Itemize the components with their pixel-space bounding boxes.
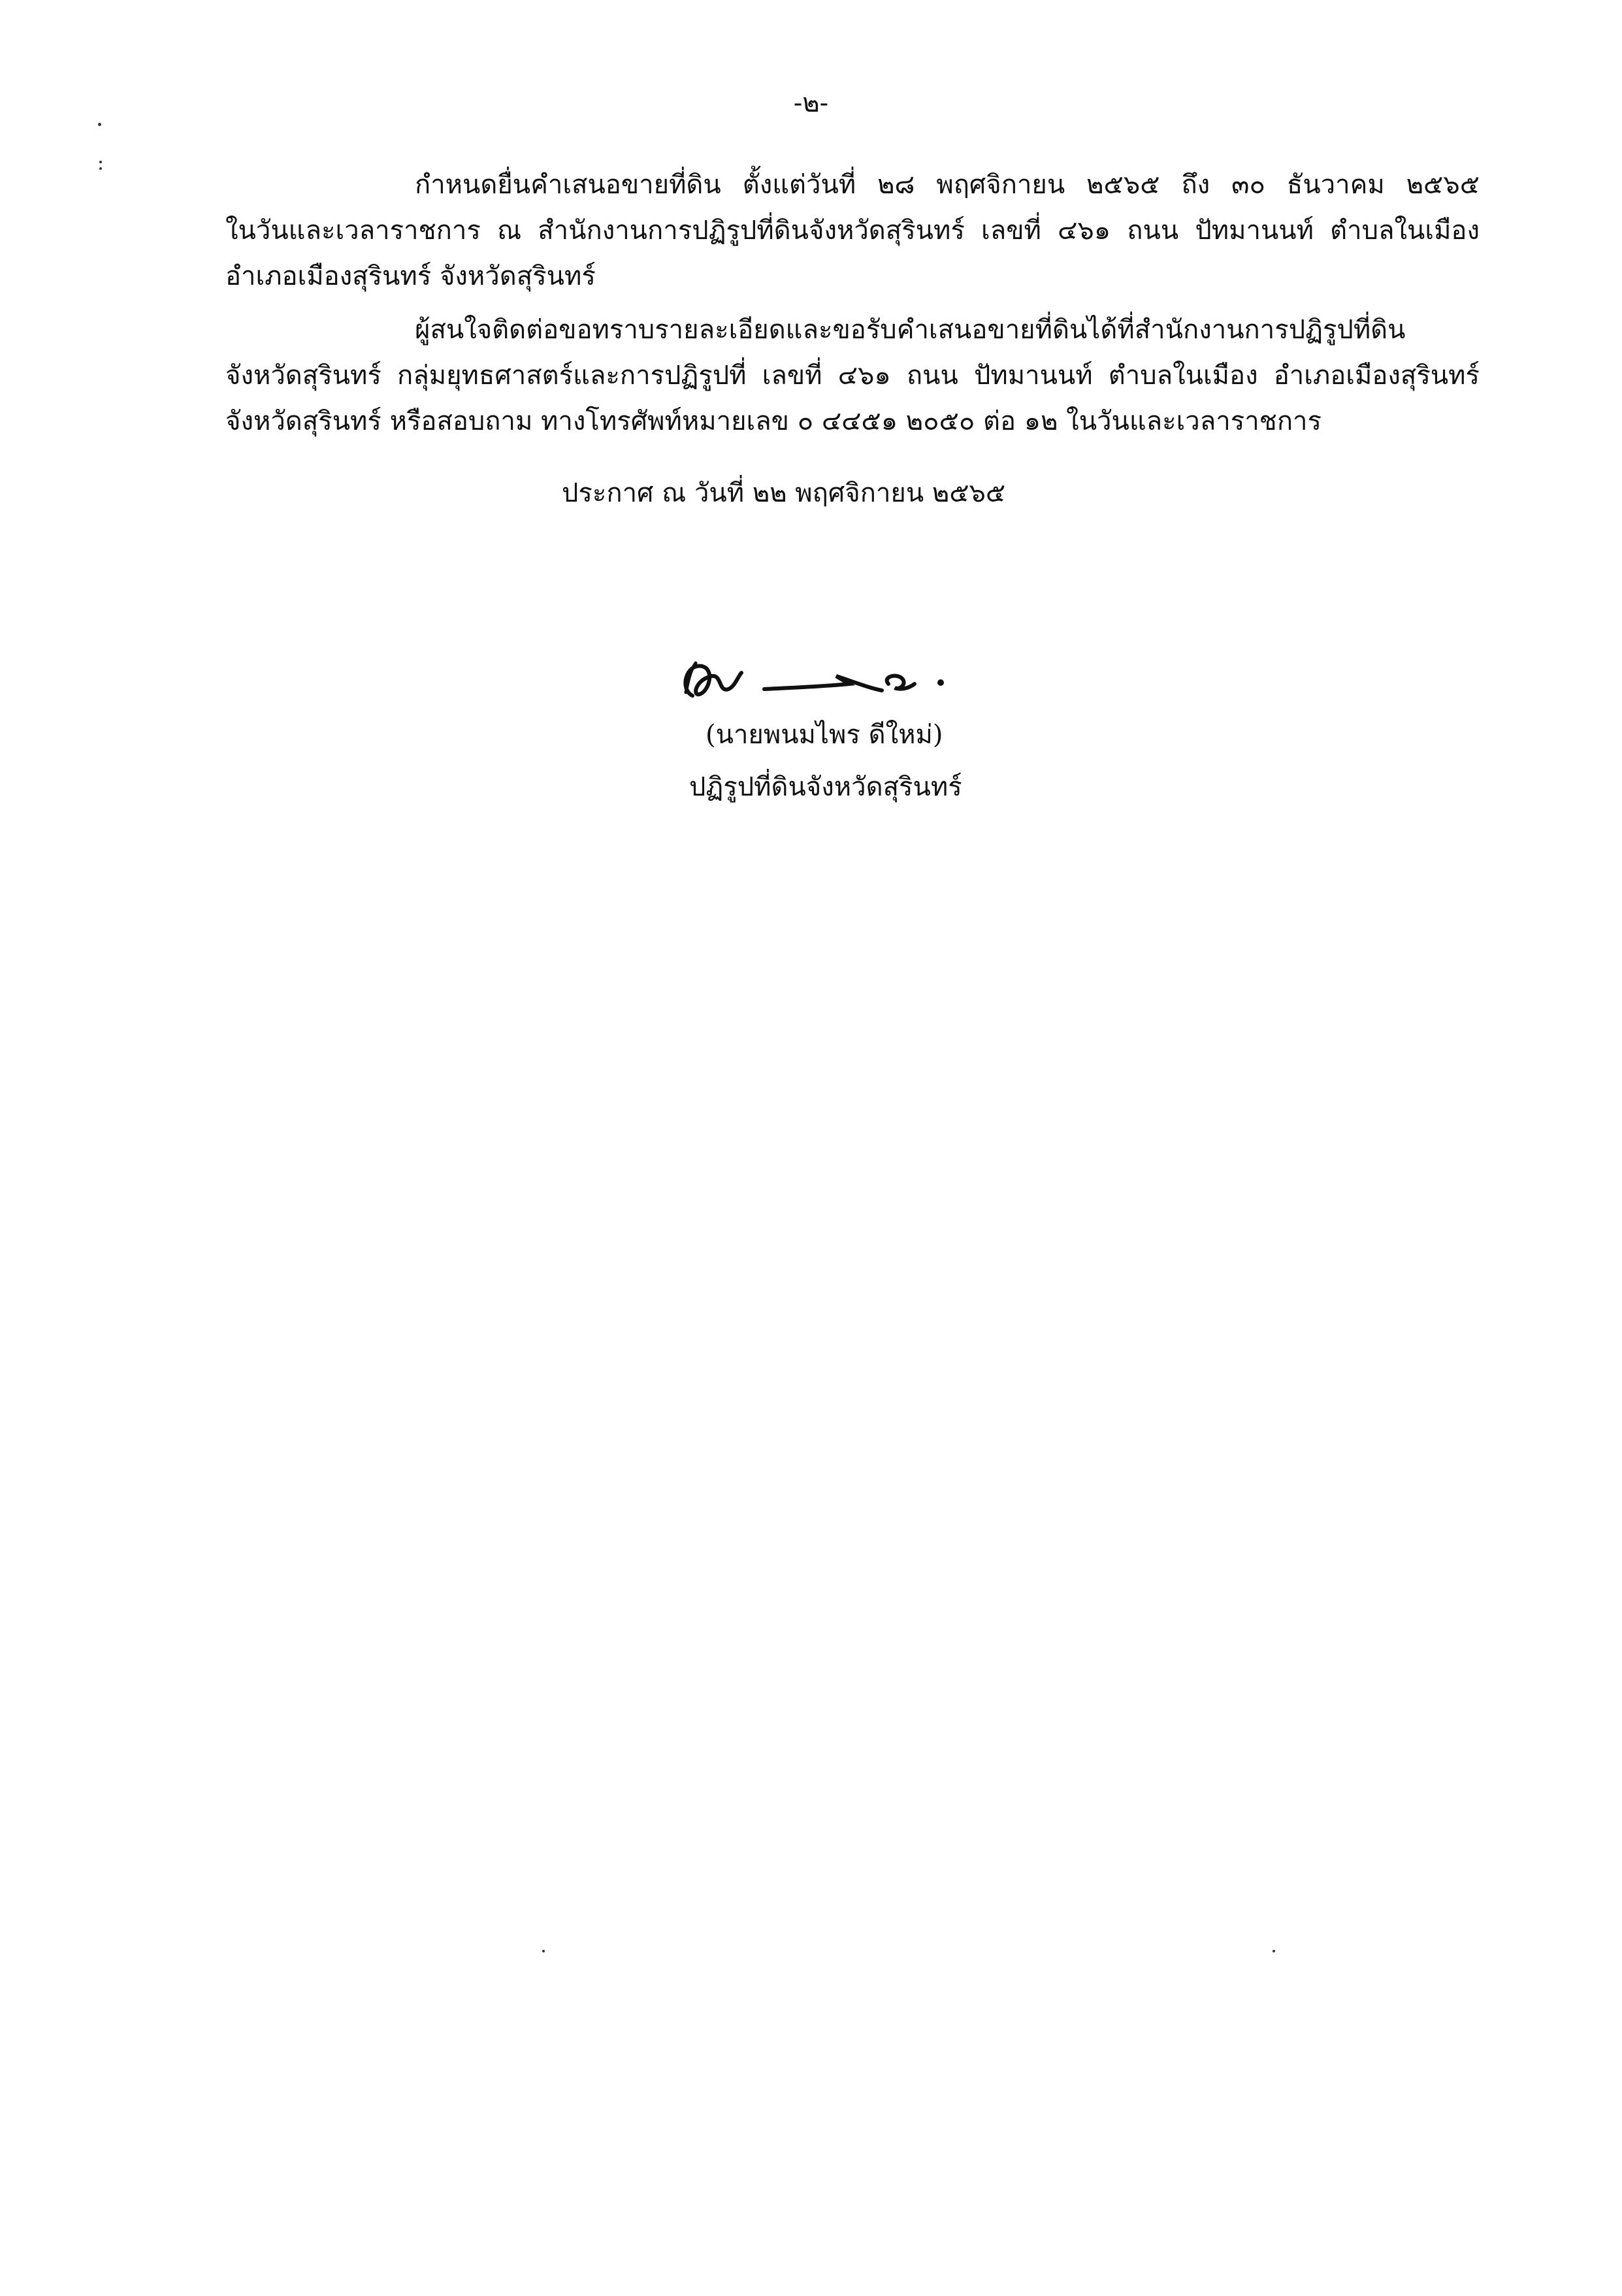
paragraph-line: อำเภอเมืองสุรินทร์ จังหวัดสุรินทร์ bbox=[225, 261, 596, 291]
paragraph-line: กำหนดยื่นคำเสนอขายที่ดิน ตั้งแต่วันที่ ๒๘ พฤศจิกายน ๒๕๖๕ ถึง ๓๐ ธันวาคม ๒๕๖๕ bbox=[415, 170, 1480, 200]
scan-speck bbox=[99, 167, 102, 170]
announcement-date: ประกาศ ณ วันที่ ๒๒ พฤศจิกายน ๒๕๖๕ bbox=[562, 478, 1006, 508]
paragraph-line: ในวันและเวลาราชการ ณ สำนักงานการปฏิรูปที่ดินจังหวัดสุรินทร์ เลขที่ ๔๖๑ ถนน ปัทมานนท์ ตำบลในเมือง bbox=[225, 216, 1480, 246]
scan-speck bbox=[98, 123, 101, 126]
handwritten-signature bbox=[673, 643, 986, 715]
scan-speck bbox=[542, 1950, 545, 1952]
paragraph-line: จังหวัดสุรินทร์ หรือสอบถาม ทางโทรศัพท์หมายเลข ๐ ๔๔๕๑ ๒๐๕๐ ต่อ ๑๒ ในวันและเวลาราชการ bbox=[225, 406, 1322, 436]
scan-speck bbox=[99, 161, 102, 163]
contact-paragraph bbox=[225, 307, 1480, 444]
signer-title: ปฏิรูปที่ดินจังหวัดสุรินทร์ bbox=[689, 772, 962, 802]
signer-name: (นายพนมไพร ดีใหม่) bbox=[706, 720, 943, 750]
page-number: -๒- bbox=[793, 88, 829, 118]
paragraph-line: ผู้สนใจติดต่อขอทราบรายละเอียดและขอรับคำเสนอขายที่ดินได้ที่สำนักงานการปฏิรูปที่ดิน bbox=[415, 315, 1406, 345]
paragraph-line: จังหวัดสุรินทร์ กลุ่มยุทธศาสตร์และการปฏิรูปที่ เลขที่ ๔๖๑ ถนน ปัทมานนท์ ตำบลในเมือง อำเภอเมืองสุรินทร์ bbox=[225, 361, 1480, 391]
submission-paragraph bbox=[225, 162, 1480, 299]
scan-speck bbox=[1273, 1950, 1275, 1952]
